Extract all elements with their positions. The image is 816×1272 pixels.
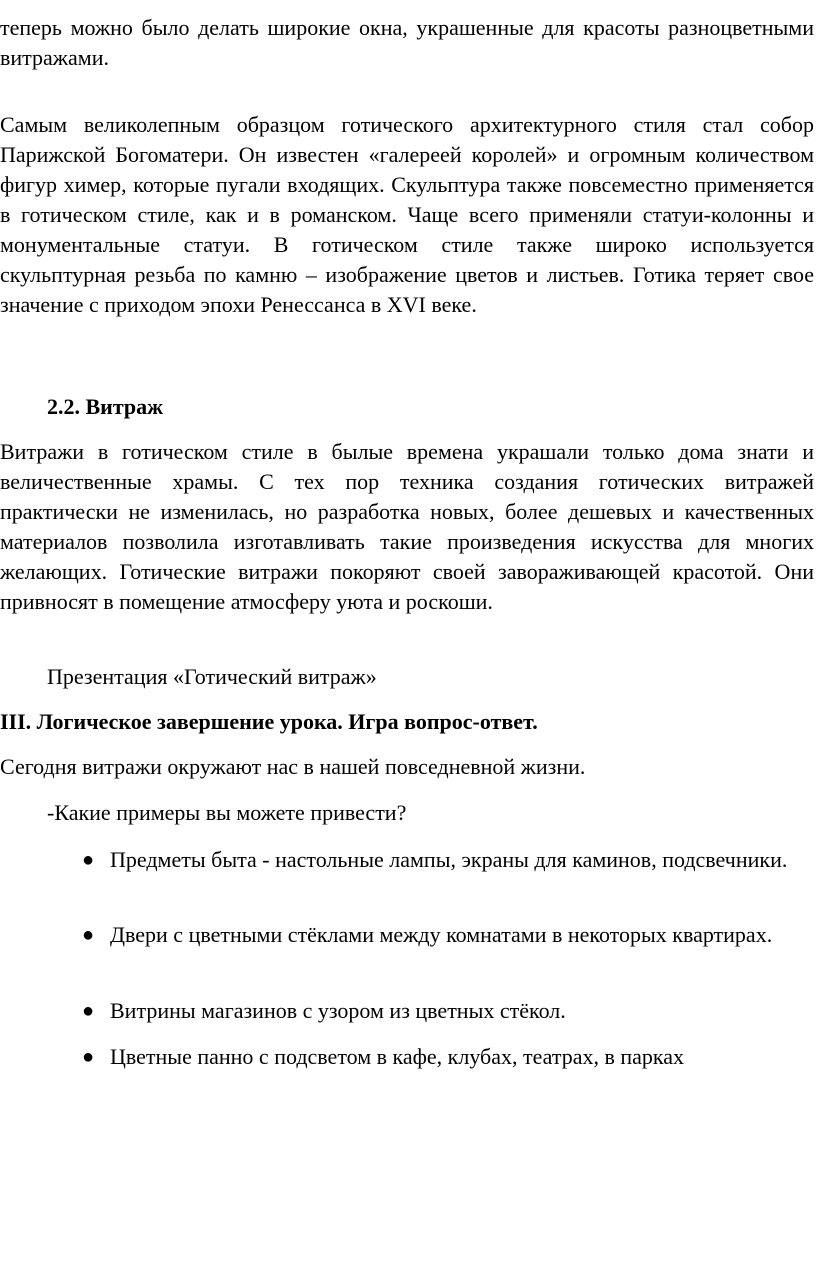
bullet-icon: ● [82,924,95,946]
intro-paragraph: теперь можно было делать широкие окна, украшенные для красоты разноцветными витражами. [0,15,814,70]
section-heading-vitrazh: 2.2. Витраж [47,394,164,419]
bullet-icon: ● [82,1000,95,1022]
part3-heading: III. Логическое завершение урока. Игра вопрос-ответ. [0,709,538,734]
list-item-text: Витрины магазинов с узором из цветных стёкол. [110,998,566,1023]
presentation-line: Презентация «Готический витраж» [47,664,377,689]
gothic-style-paragraph: Самым великолепным образцом готического архитектурного стиля стал собор Парижской Богоматери. Он известен «галереей королей» и огромным количеством фигур химер, которые пугали входящих. Скульптура также повсеместно применяется в готическом стиле, как и в романском. Чаще всего применяли статуи-колонны и монументальные статуи. В готическом стиле также широко используется скульптурная резьба по камню – изображение цветов и листьев. Готика теряет свое значение с приходом эпохи Ренессанса в XVI веке. [0,112,814,317]
list-item-text: Предметы быта - настольные лампы, экраны для каминов, подсвечники. [110,847,788,872]
list-item-text: Двери с цветными стёклами между комнатами в некоторых квартирах. [110,922,773,947]
bullet-icon: ● [82,849,95,871]
list-item-text: Цветные панно с подсветом в кафе, клубах, театрах, в парках [110,1044,685,1069]
today-paragraph: Сегодня витражи окружают нас в нашей повседневной жизни. [0,754,586,779]
question-line: -Какие примеры вы можете привести? [47,800,407,825]
vitrazh-paragraph: Витражи в готическом стиле в былые времена украшали только дома знати и величественные храмы. С тех пор техника создания готических витражей практически не изменилась, но разработка новых, более дешевых и качественных материалов позволила изготавливать такие произведения искусства для многих желающих. Готические витражи покоряют своей завораживающей красотой. Они привносят в помещение атмосферу уюта и роскоши. [0,439,814,614]
bullet-icon: ● [82,1046,95,1068]
